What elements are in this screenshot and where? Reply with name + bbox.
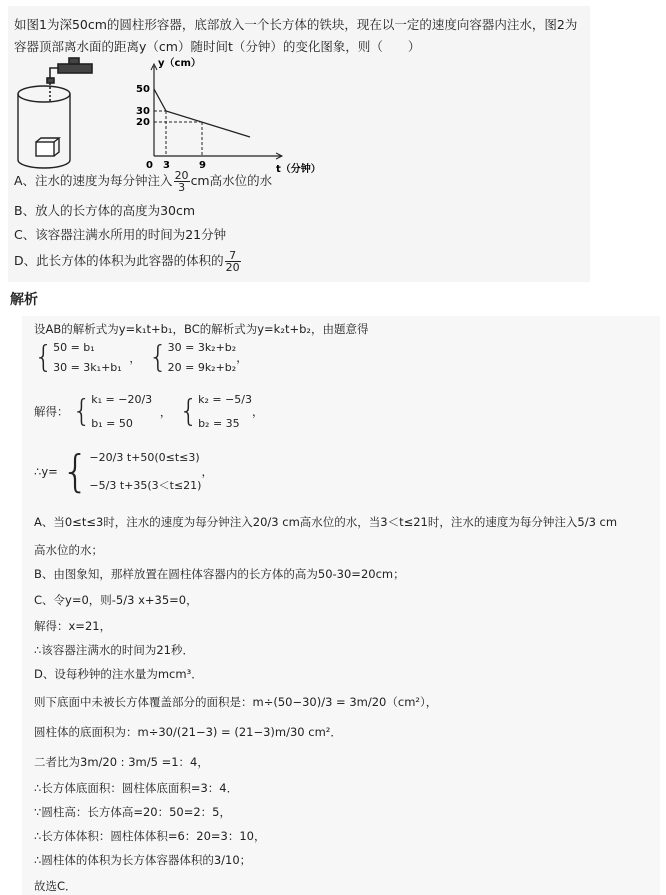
solution-systems: 解得： {k₁ = −20/3 b₁ = 50 ， {k₂ = −5/3 b₂ = 35， (34, 393, 264, 430)
cylinder-base-line: 圆柱体的底面积为：m÷30/(21−3) = (21−3)m/30 cm²． (34, 725, 342, 739)
system2-eq1: 30 = 3k₂+b₂ (167, 341, 237, 354)
system2-eq2: 20 = 9k₂+b₂ (167, 361, 237, 374)
option-a-fraction: $\frac{20}{3}$ (174, 169, 189, 194)
ratio-conclusion-4: ∴圆柱体的体积为长方体容器体积的3/10； (34, 853, 252, 867)
question-panel (8, 6, 590, 282)
system1-eq1: 50 = b₁ (53, 341, 95, 354)
option-a-text: A、注水的速度为每分钟注入 (14, 173, 173, 188)
system1-eq2: 30 = 3k₁+b₁ (53, 361, 122, 374)
x-tick-3: 3 (163, 160, 170, 171)
question-stem: 如图1为深50cm的圆柱形容器，底部放入一个长方体的铁块，现在以一定的速度向容器内注水，图2为容器顶部离水面的距离y（cm）随时间t（分钟）的变化图象，则（ ） (14, 17, 578, 54)
option-d-fraction: $\frac{7}{20}$ (225, 249, 240, 274)
solve-label: 解得： (34, 404, 69, 419)
analysis-intro: 设AB的解析式为y=k₁t+b₁，BC的解析式为y=k₂t+b₂，由题意得 (34, 322, 369, 336)
option-b-analysis: B、由图象知，那样放置在圆柱体容器内的长方体的高为50-30=20cm； (34, 567, 405, 581)
y-tick-30: 30 (136, 106, 150, 117)
ratio-line: 二者比为3m/20 : 3m/5 =1：4， (34, 755, 209, 769)
analysis-title: 解析 (10, 292, 38, 308)
piecewise-label: ∴y= (34, 464, 58, 479)
option-d-text: D、此长方体的体积为此容器的体积的 (14, 253, 224, 268)
option-b[interactable] (14, 202, 195, 220)
b2-solution: b₂ = 35 (198, 417, 240, 430)
k2-solution: k₂ = −5/3 (198, 393, 252, 406)
ratio-conclusion-1: ∴长方体底面积：圆柱体底面积=3：4． (34, 781, 239, 795)
piece-1: −20/3 t+50(0≤t≤3) (89, 451, 200, 464)
b1-solution: b₁ = 50 (91, 417, 133, 430)
equation-systems: {50 = b₁ 30 = 3k₁+b₁ ， {30 = 3k₂+b₂ 20 = 9k₂+b₂， (34, 340, 248, 375)
option-c[interactable] (14, 226, 226, 244)
option-d[interactable] (14, 250, 242, 273)
x-tick-9: 9 (199, 160, 206, 171)
graph-y-label: y（cm） (158, 58, 201, 69)
y-tick-50: 50 (136, 84, 150, 95)
analysis-panel (22, 316, 660, 895)
option-a[interactable] (14, 170, 272, 193)
depth-time-graph (136, 56, 321, 174)
y-tick-20: 20 (136, 117, 150, 128)
option-b-text: B、放人的长方体的高度为30cm (14, 203, 196, 218)
option-a-analysis-cont: 高水位的水； (34, 543, 103, 557)
piecewise-function: ∴y= {−20/3 t+50(0≤t≤3) −5/3 t+35(3＜t≤21)， (34, 446, 213, 497)
final-answer: 故选C． (34, 879, 77, 893)
option-c-conclusion: ∴该容器注满水的时间为21秒． (34, 643, 194, 657)
piece-2: −5/3 t+35(3＜t≤21) (89, 479, 202, 492)
option-d-analysis: D、设每秒钟的注水量为mcm³． (34, 667, 203, 681)
ratio-conclusion-3: ∴长方体体积：圆柱体体积=6：20=3：10， (34, 829, 266, 843)
uncovered-area-line: 则下底面中未被长方体覆盖部分的面积是：m÷(50−30)/3 = 3m/20（cm²）， (34, 695, 438, 709)
ratio-conclusion-2: ∵圆柱高：长方体高=20：50=2：5， (34, 805, 231, 819)
cylinder-container-icon (18, 86, 70, 168)
question-figure (14, 56, 334, 174)
x-tick-0: 0 (146, 160, 153, 171)
graph-x-label: t（分钟） (276, 164, 321, 174)
option-c-analysis: C、令y=0，则-5/3 x+35=0， (34, 593, 198, 607)
option-a-suffix: cm高水位的水 (190, 173, 273, 188)
option-c-solve: 解得：x=21， (34, 619, 112, 633)
k1-solution: k₁ = −20/3 (91, 393, 153, 406)
option-a-analysis: A、当0≤t≤3时，注水的速度为每分钟注入20/3 cm高水位的水，当3＜t≤21时，注水的速度为每分钟注入5/3 cm (34, 515, 618, 529)
option-c-text: C、该容器注满水所用的时间为21分钟 (14, 227, 227, 242)
